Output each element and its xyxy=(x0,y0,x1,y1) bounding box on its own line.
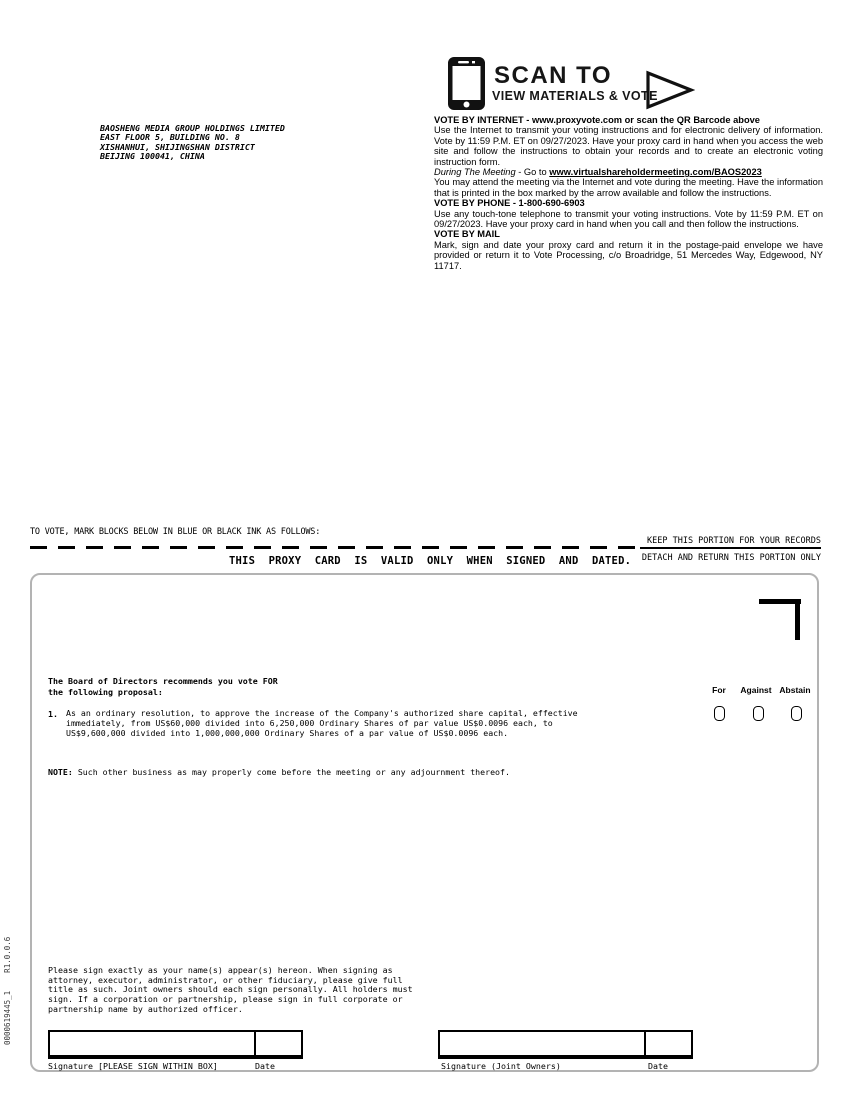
signature-box-joint xyxy=(438,1030,693,1059)
date-field-primary[interactable] xyxy=(256,1032,301,1055)
keep-portion-underline xyxy=(640,547,821,549)
note-line xyxy=(48,767,510,777)
vote-by-internet-body: Use the Internet to transmit your voting instructions and for electronic delivery of information. Vote by 11:59 P.M. ET on 09/27/2023. Have your proxy card in hand when you access the web site and follow the instructions to obtain your records and to create an electronic voting instruction form. xyxy=(434,125,823,167)
address-line: EAST FLOOR 5, BUILDING NO. 8 xyxy=(100,132,240,143)
keep-portion-note: KEEP THIS PORTION FOR YOUR RECORDS xyxy=(647,536,821,546)
scan-to-subtitle: VIEW MATERIALS & VOTE xyxy=(492,89,658,103)
checkbox-against[interactable] xyxy=(753,706,764,721)
column-header-against: Against xyxy=(740,685,772,695)
signature-field-joint[interactable] xyxy=(440,1032,644,1055)
company-address xyxy=(100,124,285,162)
vote-by-mail-heading: VOTE BY MAIL xyxy=(434,229,500,240)
vote-by-phone-body: Use any touch-tone telephone to transmit your voting instructions. Vote by 11:59 P.M. ET on 09/27/2023. Have your proxy card in hand when you call and then follow the instructions. xyxy=(434,208,823,230)
control-box-corner-mark xyxy=(795,599,800,640)
document-code xyxy=(3,893,12,1045)
column-header-for: For xyxy=(712,685,726,695)
smartphone-icon xyxy=(448,57,485,115)
valid-when-signed-note: THIS PROXY CARD IS VALID ONLY WHEN SIGNED AND DATED. xyxy=(229,555,632,567)
proxy-card xyxy=(30,573,819,1072)
vote-by-mail-body: Mark, sign and date your proxy card and return it in the postage-paid envelope we have provided or return it to Vote Processing, c/o Broadridge, 51 Mercedes Way, Edgewood, NY 11717. xyxy=(434,239,823,271)
checkbox-for[interactable] xyxy=(714,706,725,721)
proposal-number: 1. xyxy=(48,709,58,719)
vote-by-internet-heading: VOTE BY INTERNET - www.proxyvote.com or scan the QR Barcode above xyxy=(434,115,760,125)
vote-instructions xyxy=(434,115,823,271)
during-meeting-line xyxy=(434,167,823,177)
document-number: 0000619445_1 xyxy=(3,990,12,1045)
vote-by-phone-heading: VOTE BY PHONE - 1-800-690-6903 xyxy=(434,198,585,209)
during-meeting-label: During The Meeting xyxy=(434,167,516,178)
document-version: R1.0.0.6 xyxy=(3,936,12,973)
proposal-text: As an ordinary resolution, to approve the increase of the Company's authorized share capital, effective immediately, from US$60,000 divided into 6,250,000 Ordinary Shares of par value US$0.0096 each, to US$9,600,000 divided into 1,000,000,000 Ordinary Shares of a par value of US$0.0096 each. xyxy=(66,708,578,738)
virtual-meeting-link: www.virtualshareholdermeeting.com/BAOS2023 xyxy=(549,167,762,178)
address-line: BEIJING 100041, CHINA xyxy=(100,151,205,162)
signature-label-primary: Signature [PLEASE SIGN WITHIN BOX] xyxy=(48,1061,218,1071)
checkbox-abstain[interactable] xyxy=(791,706,802,721)
date-label-primary: Date xyxy=(255,1061,275,1071)
address-line: BAOSHENG MEDIA GROUP HOLDINGS LIMITED xyxy=(100,123,285,133)
scan-to-title: SCAN TO xyxy=(494,62,613,89)
detach-dashed-line xyxy=(30,546,638,549)
mark-blocks-instruction: TO VOTE, MARK BLOCKS BELOW IN BLUE OR BLACK INK AS FOLLOWS: xyxy=(30,527,321,537)
signature-field-primary[interactable] xyxy=(50,1032,254,1055)
arrow-right-icon xyxy=(645,70,695,115)
recommendation-line: The Board of Directors recommends you vote FOR xyxy=(48,676,278,686)
address-line: XISHANHUI, SHIJINGSHAN DISTRICT xyxy=(100,141,255,152)
signature-label-joint: Signature (Joint Owners) xyxy=(441,1061,561,1071)
detach-portion-note: DETACH AND RETURN THIS PORTION ONLY xyxy=(641,553,821,563)
note-label: NOTE: xyxy=(48,767,73,777)
date-label-joint: Date xyxy=(648,1061,668,1071)
go-to-text: - Go to xyxy=(518,167,547,178)
attend-meeting-body: You may attend the meeting via the Internet and vote during the meeting. Have the information that is printed in the box marked by the arrow available and follow the instructions. xyxy=(434,177,823,198)
signature-box-primary xyxy=(48,1030,303,1059)
date-field-joint[interactable] xyxy=(646,1032,691,1055)
recommendation-line: the following proposal: xyxy=(48,686,163,697)
note-text: Such other business as may properly come before the meeting or any adjournment thereof. xyxy=(77,767,510,777)
board-recommendation xyxy=(48,676,278,697)
signature-instructions: Please sign exactly as your name(s) appear(s) hereon. When signing as attorney, executor, administrator, or other fiduciary, please give full title as such. Joint owners should each sign personally. All holders must sign. If a corporation or partnership, please sign in full corporate or partnership name by authorized officer. xyxy=(48,965,413,1014)
column-header-abstain: Abstain xyxy=(779,685,811,695)
